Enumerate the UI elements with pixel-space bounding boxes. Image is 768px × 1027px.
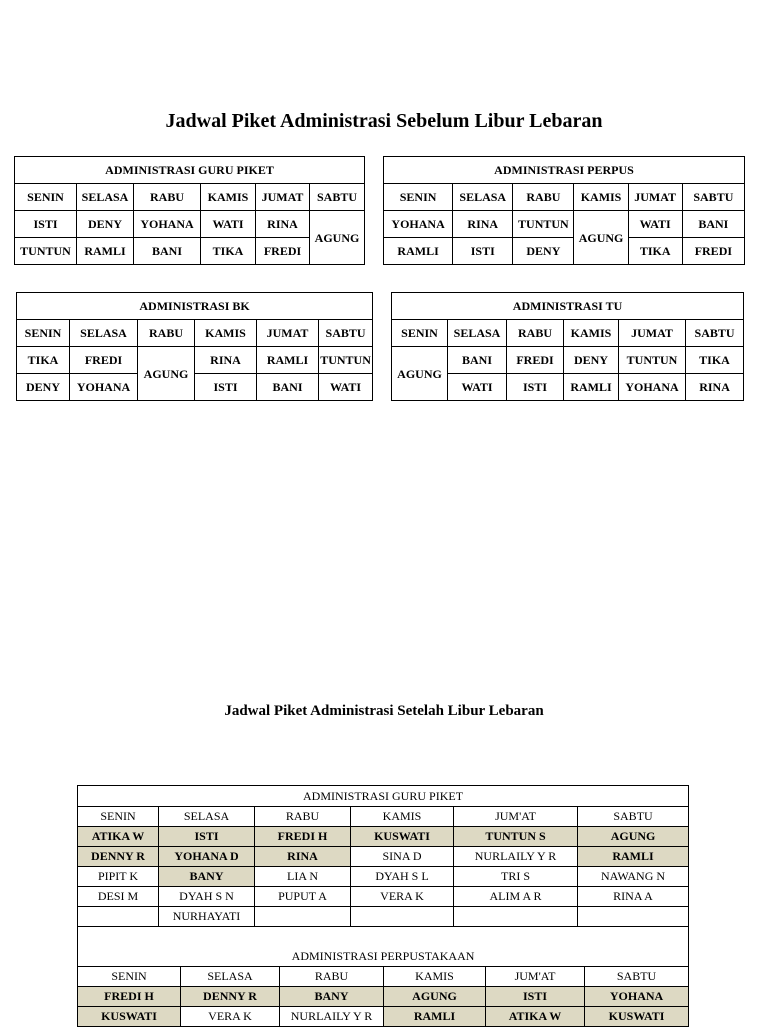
table-bk-before	[16, 292, 373, 401]
table-row	[78, 847, 689, 867]
day-kamis: KAMIS	[351, 807, 454, 827]
name-cell	[255, 907, 351, 927]
day-sabtu: SABTU	[319, 320, 373, 347]
day-selasa: SELASA	[181, 967, 280, 987]
name-cell: ALIM A R	[454, 887, 578, 907]
name-cell: WATI	[319, 374, 373, 401]
name-cell: NURLAILY Y R	[454, 847, 578, 867]
name-cell: DENY	[513, 238, 574, 265]
day-selasa: SELASA	[77, 184, 134, 211]
name-cell: TUNTUN	[513, 211, 574, 238]
day-header-row	[392, 320, 744, 347]
table-guru-piket-after	[77, 785, 689, 946]
table-row	[384, 238, 745, 265]
day-jumat: JUM'AT	[486, 967, 585, 987]
name-cell: TRI S	[454, 867, 578, 887]
day-header-row	[78, 807, 689, 827]
name-cell: AGUNG	[578, 827, 689, 847]
name-cell-merged: AGUNG	[310, 211, 365, 265]
name-cell: RINA	[195, 347, 257, 374]
name-cell: BANY	[159, 867, 255, 887]
name-cell: TIKA	[628, 238, 682, 265]
day-header-row	[384, 184, 745, 211]
title-before-lebaran: Jadwal Piket Administrasi Sebelum Libur Lebaran	[165, 110, 603, 132]
name-cell: TUNTUN	[619, 347, 686, 374]
day-sabtu: SABTU	[686, 320, 744, 347]
name-cell: KUSWATI	[585, 1007, 689, 1027]
name-cell: YOHANA	[619, 374, 686, 401]
name-cell: TIKA	[201, 238, 256, 265]
name-cell	[351, 907, 454, 927]
day-jumat: JUM'AT	[454, 807, 578, 827]
name-cell: FREDI	[682, 238, 744, 265]
name-cell: BANI	[257, 374, 319, 401]
table-row	[384, 211, 745, 238]
table-row	[17, 374, 373, 401]
day-sabtu: SABTU	[585, 967, 689, 987]
name-cell: DENY	[564, 347, 619, 374]
day-jumat: JUMAT	[256, 184, 310, 211]
name-cell: TIKA	[686, 347, 744, 374]
name-cell: DYAH S L	[351, 867, 454, 887]
day-selasa: SELASA	[453, 184, 513, 211]
table-row	[78, 887, 689, 907]
name-cell: ISTI	[159, 827, 255, 847]
name-cell: ISTI	[195, 374, 257, 401]
name-cell: RAMLI	[578, 847, 689, 867]
name-cell: YOHANA	[384, 211, 453, 238]
name-cell	[78, 907, 159, 927]
table-perpustakaan-after	[77, 946, 689, 1027]
name-cell: LIA N	[255, 867, 351, 887]
name-cell: RINA	[255, 847, 351, 867]
table-caption: ADMINISTRASI GURU PIKET	[78, 786, 689, 807]
name-cell: NURHAYATI	[159, 907, 255, 927]
table-row	[78, 907, 689, 927]
day-kamis: KAMIS	[195, 320, 257, 347]
name-cell: RAMLI	[77, 238, 134, 265]
day-selasa: SELASA	[70, 320, 138, 347]
name-cell-merged: AGUNG	[392, 347, 448, 401]
table-row	[392, 347, 744, 374]
name-cell: RAMLI	[564, 374, 619, 401]
name-cell: WATI	[448, 374, 507, 401]
day-senin: SENIN	[384, 184, 453, 211]
table-row	[78, 987, 689, 1007]
day-kamis: KAMIS	[564, 320, 619, 347]
name-cell: RINA	[453, 211, 513, 238]
name-cell: TUNTUN S	[454, 827, 578, 847]
name-cell: FREDI H	[255, 827, 351, 847]
day-header-row	[15, 184, 365, 211]
name-cell: BANI	[448, 347, 507, 374]
day-selasa: SELASA	[159, 807, 255, 827]
day-selasa: SELASA	[448, 320, 507, 347]
day-rabu: RABU	[138, 320, 195, 347]
day-kamis: KAMIS	[201, 184, 256, 211]
name-cell: NURLAILY Y R	[280, 1007, 384, 1027]
name-cell: FREDI	[70, 347, 138, 374]
name-cell: YOHANA	[70, 374, 138, 401]
name-cell: TIKA	[17, 347, 70, 374]
name-cell-merged: AGUNG	[138, 347, 195, 401]
day-rabu: RABU	[280, 967, 384, 987]
name-cell: VERA K	[351, 887, 454, 907]
table-caption: ADMINISTRASI PERPUSTAKAAN	[78, 946, 689, 967]
name-cell: AGUNG	[384, 987, 486, 1007]
day-rabu: RABU	[134, 184, 201, 211]
name-cell: TUNTUN	[15, 238, 77, 265]
day-senin: SENIN	[15, 184, 77, 211]
name-cell: ATIKA W	[78, 827, 159, 847]
name-cell: NAWANG N	[578, 867, 689, 887]
name-cell: DYAH S N	[159, 887, 255, 907]
name-cell: WATI	[201, 211, 256, 238]
name-cell: RAMLI	[384, 1007, 486, 1027]
name-cell: KUSWATI	[78, 1007, 181, 1027]
table-row	[78, 867, 689, 887]
name-cell: DESI M	[78, 887, 159, 907]
name-cell	[454, 907, 578, 927]
name-cell: RINA A	[578, 887, 689, 907]
day-senin: SENIN	[78, 807, 159, 827]
name-cell: ISTI	[486, 987, 585, 1007]
title-after-lebaran: Jadwal Piket Administrasi Setelah Libur Lebaran	[224, 703, 544, 719]
table-caption: ADMINISTRASI BK	[17, 293, 373, 320]
name-cell: VERA K	[181, 1007, 280, 1027]
table-tu-before	[391, 292, 744, 401]
name-cell	[578, 907, 689, 927]
table-guru-piket-before	[14, 156, 365, 265]
day-rabu: RABU	[507, 320, 564, 347]
day-sabtu: SABTU	[682, 184, 744, 211]
day-header-row	[17, 320, 373, 347]
name-cell: DENNY R	[181, 987, 280, 1007]
name-cell-merged: AGUNG	[574, 211, 628, 265]
day-header-row	[78, 967, 689, 987]
name-cell: ISTI	[453, 238, 513, 265]
table-caption: ADMINISTRASI GURU PIKET	[15, 157, 365, 184]
name-cell: YOHANA	[585, 987, 689, 1007]
name-cell: PUPUT A	[255, 887, 351, 907]
day-kamis: KAMIS	[384, 967, 486, 987]
table-caption: ADMINISTRASI PERPUS	[384, 157, 745, 184]
name-cell: KUSWATI	[351, 827, 454, 847]
day-kamis: KAMIS	[574, 184, 628, 211]
name-cell: DENY	[77, 211, 134, 238]
day-jumat: JUMAT	[619, 320, 686, 347]
name-cell: RAMLI	[384, 238, 453, 265]
name-cell: ISTI	[15, 211, 77, 238]
name-cell: BANY	[280, 987, 384, 1007]
name-cell: PIPIT K	[78, 867, 159, 887]
name-cell: FREDI H	[78, 987, 181, 1007]
day-sabtu: SABTU	[578, 807, 689, 827]
name-cell: SINA D	[351, 847, 454, 867]
day-sabtu: SABTU	[310, 184, 365, 211]
table-row	[17, 347, 373, 374]
name-cell: BANI	[682, 211, 744, 238]
name-cell: ISTI	[507, 374, 564, 401]
table-row	[15, 211, 365, 238]
name-cell: FREDI	[256, 238, 310, 265]
table-caption: ADMINISTRASI TU	[392, 293, 744, 320]
day-senin: SENIN	[78, 967, 181, 987]
name-cell: BANI	[134, 238, 201, 265]
name-cell: FREDI	[507, 347, 564, 374]
table-perpus-before	[383, 156, 745, 265]
table-row	[78, 827, 689, 847]
name-cell: TUNTUN	[319, 347, 373, 374]
name-cell: YOHANA	[134, 211, 201, 238]
day-rabu: RABU	[513, 184, 574, 211]
name-cell: DENNY R	[78, 847, 159, 867]
name-cell: WATI	[628, 211, 682, 238]
day-jumat: JUMAT	[257, 320, 319, 347]
name-cell: RAMLI	[257, 347, 319, 374]
name-cell: YOHANA D	[159, 847, 255, 867]
table-spacer	[78, 927, 689, 947]
day-senin: SENIN	[17, 320, 70, 347]
day-rabu: RABU	[255, 807, 351, 827]
name-cell: ATIKA W	[486, 1007, 585, 1027]
name-cell: DENY	[17, 374, 70, 401]
day-senin: SENIN	[392, 320, 448, 347]
day-jumat: JUMAT	[628, 184, 682, 211]
name-cell: RINA	[686, 374, 744, 401]
name-cell: RINA	[256, 211, 310, 238]
